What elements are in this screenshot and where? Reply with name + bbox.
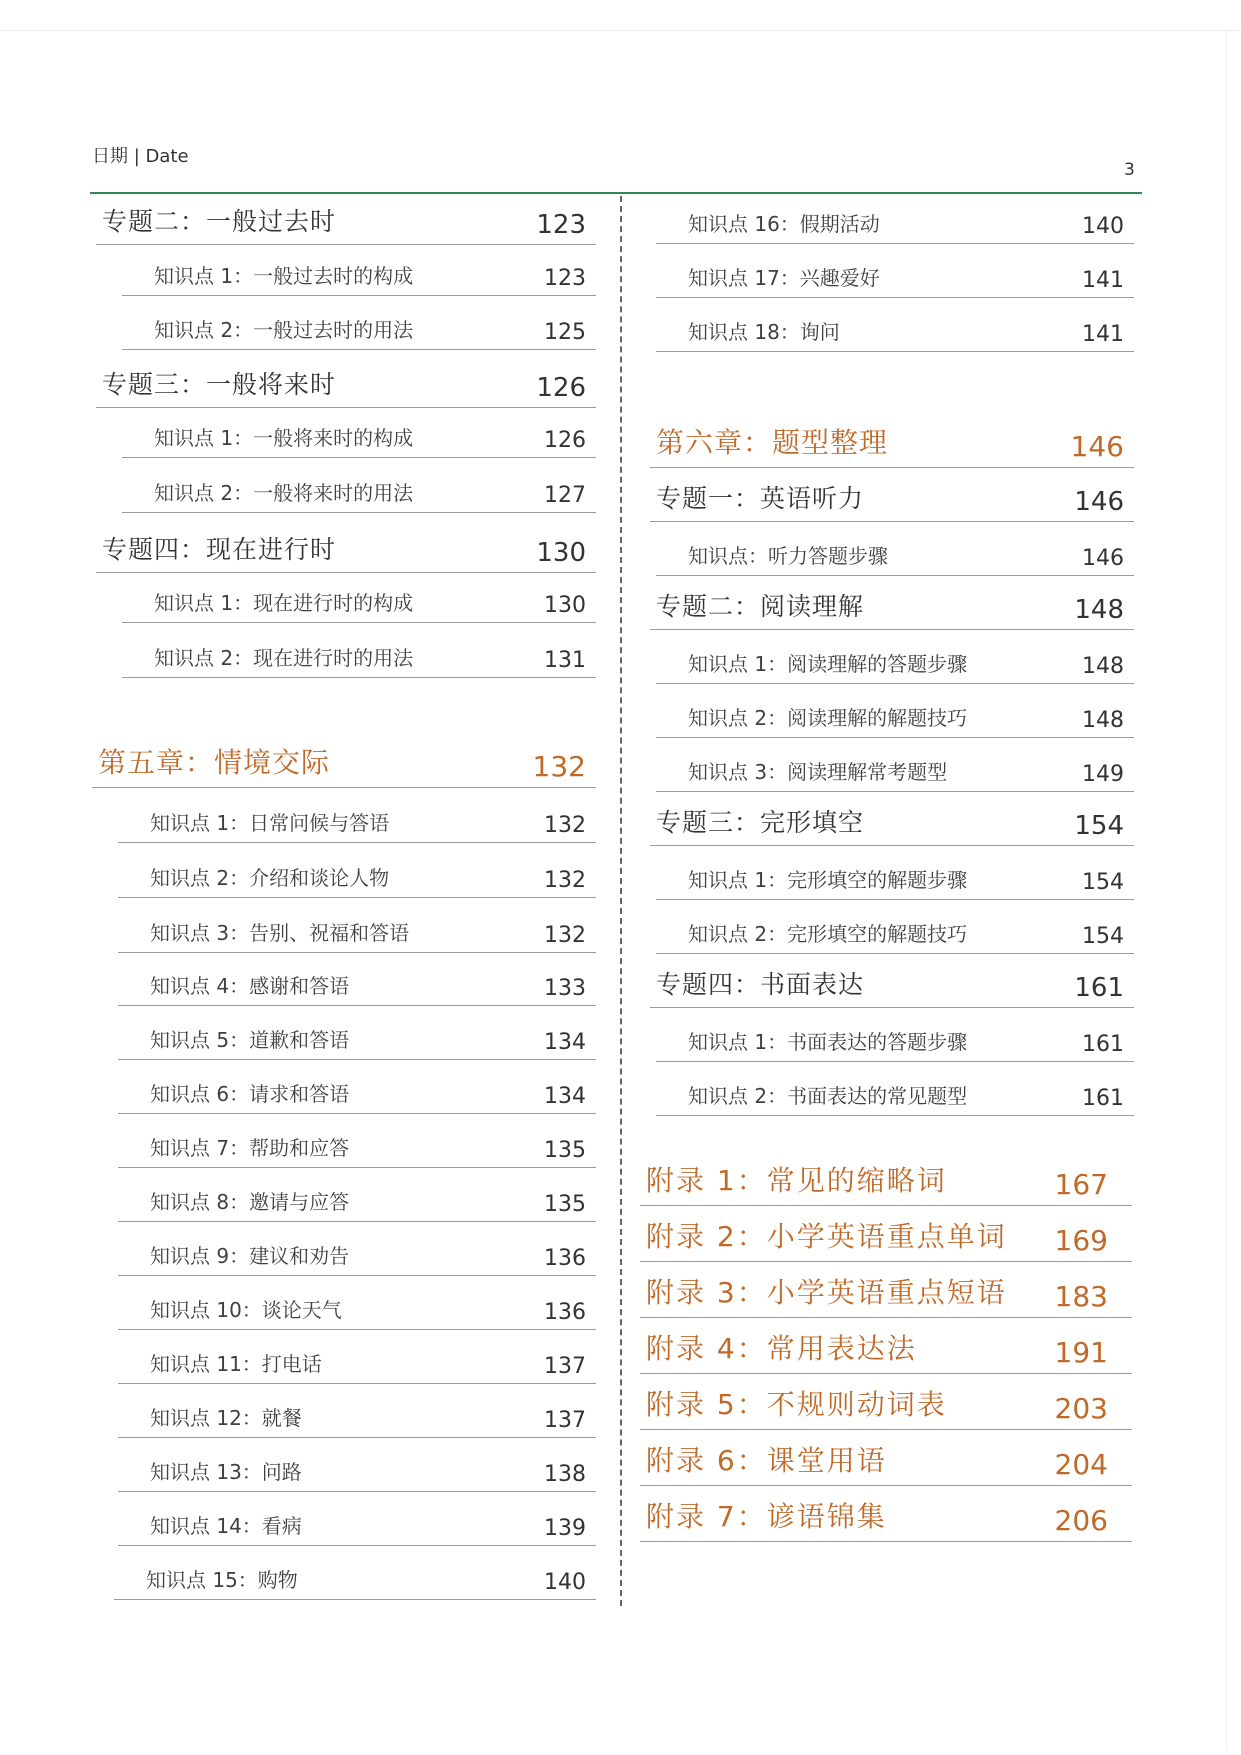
toc-entry-appendix[interactable] bbox=[640, 1206, 1132, 1262]
toc-entry-page: 126 bbox=[536, 373, 586, 403]
toc-entry-kp[interactable] bbox=[656, 260, 1134, 298]
toc-entry-title: 知识点 2：现在进行时的用法 bbox=[154, 646, 414, 670]
page-edge-top bbox=[0, 30, 1241, 31]
toc-entry-page: 161 bbox=[1082, 1086, 1124, 1111]
toc-entry-kp[interactable] bbox=[656, 206, 1134, 244]
page-edge-right bbox=[1226, 30, 1227, 1750]
toc-entry-page: 140 bbox=[544, 1570, 586, 1595]
toc-entry-page: 130 bbox=[536, 538, 586, 568]
toc-entry-title: 知识点 16：假期活动 bbox=[688, 212, 880, 236]
toc-entry-title: 知识点 1：日常问候与答语 bbox=[150, 811, 390, 835]
toc-entry-page: 136 bbox=[544, 1300, 586, 1325]
toc-entry-page: 132 bbox=[532, 750, 586, 783]
toc-entry-page: 137 bbox=[544, 1354, 586, 1379]
toc-entry-page: 123 bbox=[544, 266, 586, 291]
toc-entry-page: 132 bbox=[544, 868, 586, 893]
toc-entry-topic[interactable] bbox=[650, 592, 1134, 630]
toc-entry-kp[interactable] bbox=[122, 475, 596, 513]
toc-entry-topic[interactable] bbox=[96, 208, 596, 245]
toc-entry-page: 141 bbox=[1082, 322, 1124, 347]
toc-entry-page: 126 bbox=[544, 428, 586, 453]
toc-entry-title: 知识点 6：请求和答语 bbox=[150, 1082, 350, 1106]
toc-entry-kp[interactable] bbox=[118, 1454, 596, 1492]
toc-entry-title: 附录 5：不规则动词表 bbox=[646, 1388, 947, 1421]
toc-entry-kp[interactable] bbox=[118, 1238, 596, 1276]
toc-entry-page: 169 bbox=[1054, 1224, 1108, 1257]
toc-entry-title: 知识点 15：购物 bbox=[146, 1568, 298, 1592]
toc-entry-appendix[interactable] bbox=[640, 1430, 1132, 1486]
toc-entry-topic[interactable] bbox=[650, 970, 1134, 1008]
toc-entry-topic[interactable] bbox=[96, 535, 596, 573]
toc-entry-page: 167 bbox=[1054, 1168, 1108, 1201]
toc-entry-kp[interactable] bbox=[656, 646, 1134, 684]
toc-entry-topic[interactable] bbox=[650, 484, 1134, 522]
toc-entry-kp[interactable] bbox=[118, 1184, 596, 1222]
toc-entry-kp[interactable] bbox=[656, 1024, 1134, 1062]
toc-entry-kp[interactable] bbox=[122, 258, 596, 296]
toc-entry-kp[interactable] bbox=[118, 1076, 596, 1114]
toc-entry-kp[interactable] bbox=[656, 916, 1134, 954]
toc-entry-title: 知识点 4：感谢和答语 bbox=[150, 974, 350, 998]
toc-entry-page: 133 bbox=[544, 976, 586, 1001]
toc-entry-page: 183 bbox=[1054, 1280, 1108, 1313]
toc-entry-title: 知识点 9：建议和劝告 bbox=[150, 1244, 350, 1268]
page-number: 3 bbox=[1124, 160, 1135, 180]
toc-entry-page: 204 bbox=[1054, 1448, 1108, 1481]
toc-entry-kp[interactable] bbox=[118, 1022, 596, 1060]
toc-entry-page: 132 bbox=[544, 813, 586, 838]
toc-entry-title: 知识点 14：看病 bbox=[150, 1514, 302, 1538]
toc-entry-page: 139 bbox=[544, 1516, 586, 1541]
toc-entry-title: 第五章：情境交际 bbox=[98, 746, 331, 779]
toc-entry-title: 专题四：现在进行时 bbox=[102, 535, 337, 564]
toc-entry-title: 专题一：英语听力 bbox=[656, 484, 865, 513]
toc-entry-title: 知识点 2：完形填空的解题技巧 bbox=[688, 922, 968, 946]
header-rule bbox=[90, 192, 1142, 194]
toc-entry-title: 知识点 1：现在进行时的构成 bbox=[154, 591, 414, 615]
toc-entry-title: 知识点 8：邀请与应答 bbox=[150, 1190, 350, 1214]
toc-entry-title: 第六章：题型整理 bbox=[656, 426, 889, 459]
toc-entry-title: 专题三：完形填空 bbox=[656, 808, 865, 837]
toc-entry-title: 知识点 2：阅读理解的解题技巧 bbox=[688, 706, 968, 730]
toc-entry-title: 知识点 1：一般过去时的构成 bbox=[154, 264, 414, 288]
toc-entry-kp[interactable] bbox=[656, 1078, 1134, 1116]
toc-entry-chapter[interactable] bbox=[92, 746, 596, 788]
toc-entry-page: 161 bbox=[1082, 1032, 1124, 1057]
toc-entry-page: 123 bbox=[536, 210, 586, 240]
toc-entry-title: 附录 6：课堂用语 bbox=[646, 1444, 887, 1477]
toc-entry-page: 130 bbox=[544, 593, 586, 618]
toc-entry-page: 135 bbox=[544, 1138, 586, 1163]
toc-entry-page: 146 bbox=[1070, 430, 1124, 463]
toc-entry-kp[interactable] bbox=[118, 1508, 596, 1546]
toc-entry-page: 146 bbox=[1074, 487, 1124, 517]
toc-entry-title: 附录 4：常用表达法 bbox=[646, 1332, 917, 1365]
toc-entry-title: 附录 3：小学英语重点短语 bbox=[646, 1276, 1007, 1309]
toc-entry-title: 专题二：一般过去时 bbox=[102, 207, 337, 236]
toc-entry-title: 知识点 11：打电话 bbox=[150, 1352, 322, 1376]
toc-entry-page: 136 bbox=[544, 1246, 586, 1271]
toc-entry-kp[interactable] bbox=[118, 860, 596, 898]
toc-entry-appendix[interactable] bbox=[640, 1318, 1132, 1374]
toc-entry-page: 140 bbox=[1082, 214, 1124, 239]
toc-entry-title: 知识点 3：阅读理解常考题型 bbox=[688, 760, 948, 784]
toc-entry-title: 附录 7：谚语锦集 bbox=[646, 1500, 887, 1533]
toc-entry-title: 知识点 5：道歉和答语 bbox=[150, 1028, 350, 1052]
toc-entry-title: 知识点 2：书面表达的常见题型 bbox=[688, 1084, 968, 1108]
toc-entry-appendix[interactable] bbox=[640, 1486, 1132, 1542]
toc-entry-page: 148 bbox=[1082, 708, 1124, 733]
toc-entry-kp[interactable] bbox=[118, 968, 596, 1006]
toc-entry-page: 203 bbox=[1054, 1392, 1108, 1425]
toc-entry-page: 141 bbox=[1082, 268, 1124, 293]
toc-entry-title: 知识点 18：询问 bbox=[688, 320, 840, 344]
toc-entry-title: 知识点 7：帮助和应答 bbox=[150, 1136, 350, 1160]
toc-entry-page: 146 bbox=[1082, 546, 1124, 571]
toc-entry-title: 知识点 1：完形填空的解题步骤 bbox=[688, 868, 968, 892]
toc-entry-title: 知识点 1：阅读理解的答题步骤 bbox=[688, 652, 968, 676]
toc-entry-page: 154 bbox=[1082, 870, 1124, 895]
toc-entry-title: 知识点 3：告别、祝福和答语 bbox=[150, 921, 410, 945]
toc-entry-kp[interactable] bbox=[656, 538, 1134, 576]
toc-entry-page: 149 bbox=[1082, 762, 1124, 787]
toc-entry-kp[interactable] bbox=[656, 700, 1134, 738]
toc-entry-title: 专题四：书面表达 bbox=[656, 970, 865, 999]
toc-entry-title: 专题三：一般将来时 bbox=[102, 370, 337, 399]
toc-entry-page: 154 bbox=[1082, 924, 1124, 949]
toc-entry-appendix[interactable] bbox=[640, 1374, 1132, 1430]
toc-entry-title: 知识点 1：一般将来时的构成 bbox=[154, 426, 414, 450]
toc-entry-title: 知识点 2：一般将来时的用法 bbox=[154, 481, 414, 505]
toc-entry-page: 148 bbox=[1074, 595, 1124, 625]
toc-entry-title: 附录 2：小学英语重点单词 bbox=[646, 1220, 1007, 1253]
toc-entry-page: 125 bbox=[544, 320, 586, 345]
toc-entry-page: 134 bbox=[544, 1084, 586, 1109]
toc-entry-appendix[interactable] bbox=[640, 1262, 1132, 1318]
toc-entry-page: 138 bbox=[544, 1462, 586, 1487]
toc-entry-kp[interactable] bbox=[114, 1562, 596, 1600]
toc-entry-kp[interactable] bbox=[122, 420, 596, 458]
column-divider bbox=[620, 196, 622, 1606]
toc-entry-title: 知识点：听力答题步骤 bbox=[688, 544, 888, 568]
toc-entry-page: 191 bbox=[1054, 1336, 1108, 1369]
toc-entry-title: 知识点 1：书面表达的答题步骤 bbox=[688, 1030, 968, 1054]
toc-entry-page: 154 bbox=[1074, 811, 1124, 841]
toc-entry-kp[interactable] bbox=[118, 1400, 596, 1438]
toc-entry-kp[interactable] bbox=[122, 640, 596, 678]
toc-entry-kp[interactable] bbox=[656, 862, 1134, 900]
toc-entry-title: 知识点 13：问路 bbox=[150, 1460, 302, 1484]
toc-entry-topic[interactable] bbox=[650, 808, 1134, 846]
toc-entry-page: 131 bbox=[544, 648, 586, 673]
toc-entry-kp[interactable] bbox=[122, 585, 596, 623]
toc-entry-page: 132 bbox=[544, 923, 586, 948]
toc-entry-kp[interactable] bbox=[118, 805, 596, 843]
toc-entry-kp[interactable] bbox=[656, 754, 1134, 792]
toc-entry-page: 206 bbox=[1054, 1504, 1108, 1537]
toc-entry-title: 专题二：阅读理解 bbox=[656, 592, 865, 621]
toc-entry-kp[interactable] bbox=[118, 1346, 596, 1384]
toc-entry-chapter[interactable] bbox=[650, 428, 1134, 468]
toc-entry-kp[interactable] bbox=[118, 915, 596, 953]
toc-entry-page: 137 bbox=[544, 1408, 586, 1433]
toc-entry-page: 135 bbox=[544, 1192, 586, 1217]
toc-entry-kp[interactable] bbox=[118, 1130, 596, 1168]
toc-entry-topic[interactable] bbox=[96, 370, 596, 408]
toc-entry-page: 134 bbox=[544, 1030, 586, 1055]
toc-entry-title: 知识点 17：兴趣爱好 bbox=[688, 266, 880, 290]
toc-entry-kp[interactable] bbox=[118, 1292, 596, 1330]
toc-entry-title: 知识点 2：一般过去时的用法 bbox=[154, 318, 414, 342]
toc-entry-page: 127 bbox=[544, 483, 586, 508]
toc-entry-title: 知识点 10：谈论天气 bbox=[150, 1298, 342, 1322]
toc-entry-page: 148 bbox=[1082, 654, 1124, 679]
toc-entry-title: 知识点 12：就餐 bbox=[150, 1406, 302, 1430]
toc-entry-page: 161 bbox=[1074, 973, 1124, 1003]
toc-entry-kp[interactable] bbox=[122, 312, 596, 350]
toc-entry-title: 附录 1：常见的缩略词 bbox=[646, 1164, 947, 1197]
toc-entry-kp[interactable] bbox=[656, 314, 1134, 352]
date-label: 日期 | Date bbox=[92, 146, 189, 167]
toc-entry-appendix[interactable] bbox=[640, 1148, 1132, 1206]
toc-entry-title: 知识点 2：介绍和谈论人物 bbox=[150, 866, 390, 890]
